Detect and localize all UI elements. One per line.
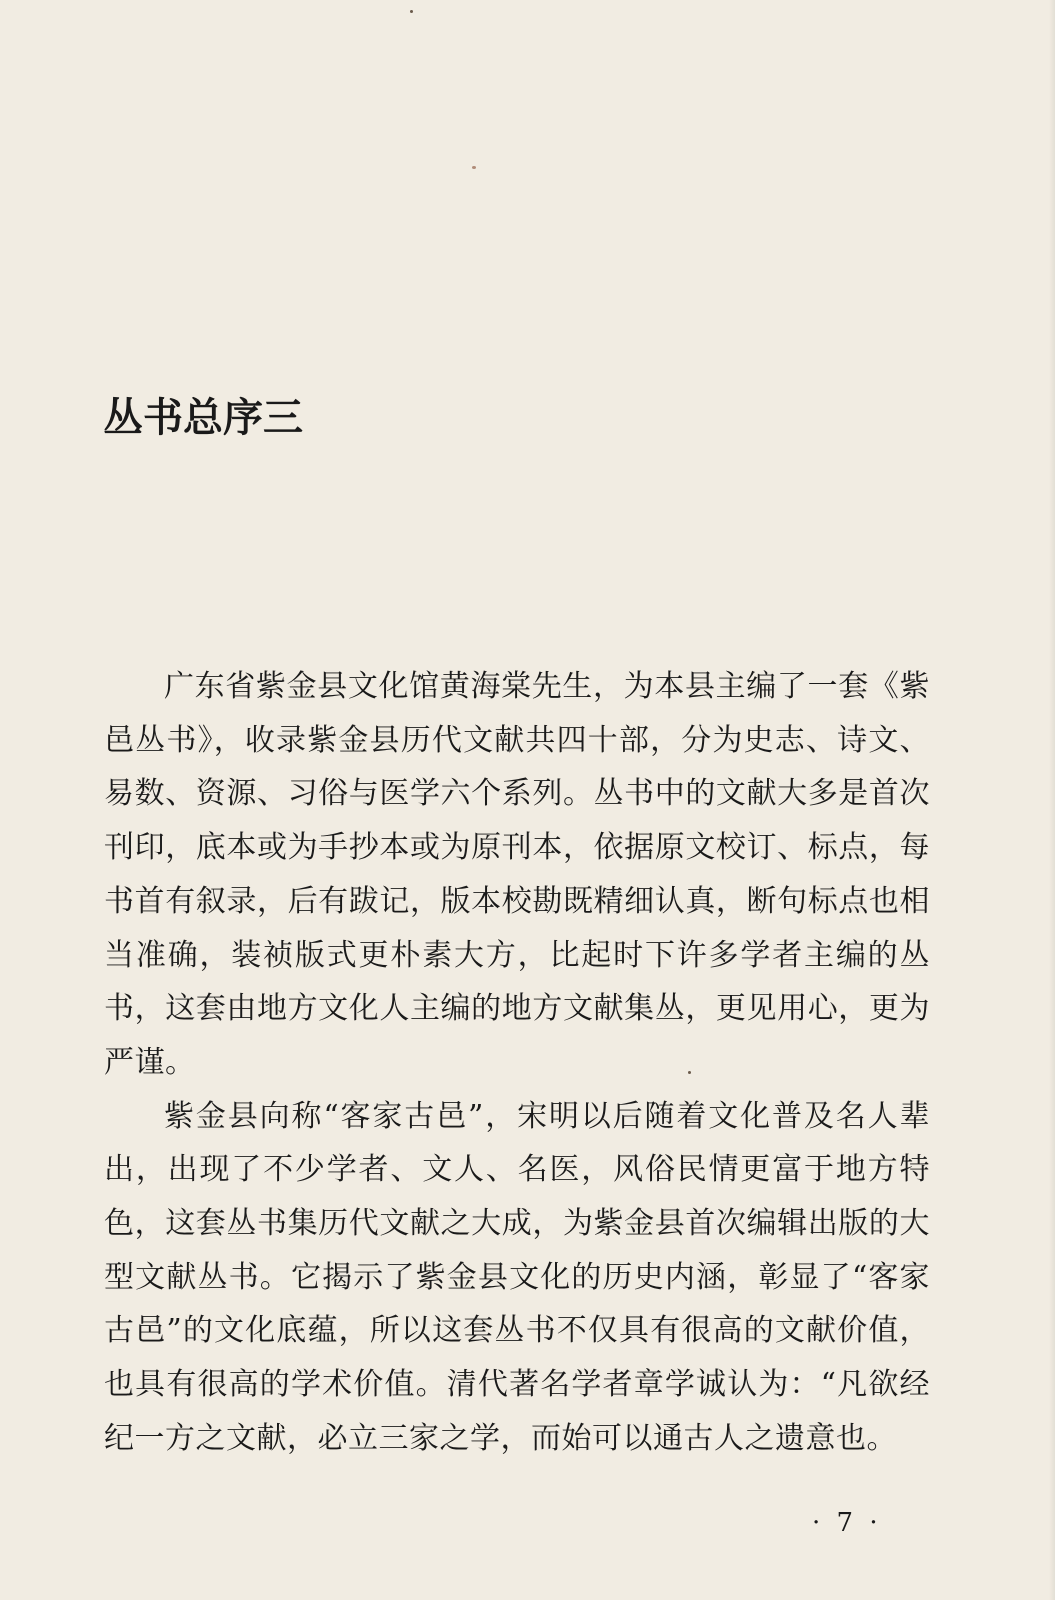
scan-speck xyxy=(472,166,476,169)
chapter-title: 丛书总序三 xyxy=(103,395,303,441)
paragraph: 紫金县向称“客家古邑”，宋明以后随着文化普及名人辈出，出现了不少学者、文人、名医，风俗民情更富于地方特色，这套丛书集历代文献之大成，为紫金县首次编辑出版的大型文献丛书。它揭示了紫金县文化的历史内涵，彰显了“客家古邑”的文化底蕴，所以这套丛书不仅具有很高的文献价值，也具有很高的学术价值。清代著名学者章学诚认为：“凡欲经纪一方之文献，必立三家之学，而始可以通古人之遗意也。 xyxy=(104,1098,930,1456)
scan-speck xyxy=(410,10,413,13)
body-text xyxy=(104,660,930,1466)
paragraph: 广东省紫金县文化馆黄海棠先生，为本县主编了一套《紫邑丛书》，收录紫金县历代文献共四十部，分为史志、诗文、易数、资源、习俗与医学六个系列。丛书中的文献大多是首次刊印，底本或为手抄本或为原刊本，依据原文校订、标点，每书首有叙录，后有跋记，版本校勘既精细认真，断句标点也相当准确，装祯版式更朴素大方，比起时下许多学者主编的丛书，这套由地方文化人主编的地方文献集丛，更见用心，更为严谨。 xyxy=(104,669,930,1080)
page-number: · 7 · xyxy=(812,1508,882,1538)
